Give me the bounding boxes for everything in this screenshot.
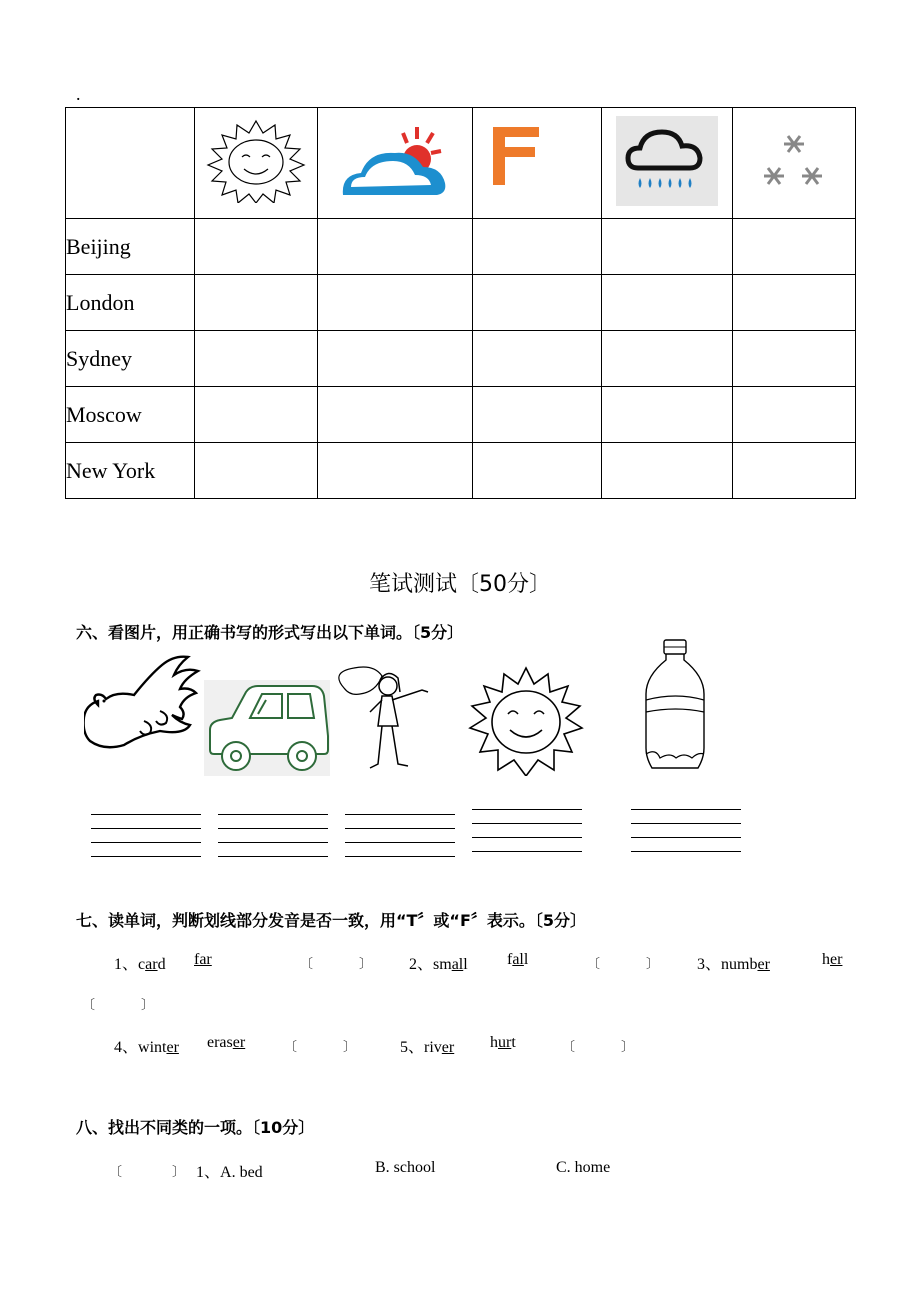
answer-cell[interactable]	[602, 443, 733, 499]
q8-item-1-option-b: B. school	[375, 1159, 436, 1176]
header-cell-snowy	[733, 108, 856, 219]
partly-sunny-icon	[337, 123, 453, 199]
answer-cell[interactable]	[473, 219, 602, 275]
q7-item-1: 1、card	[114, 956, 166, 973]
answer-cell[interactable]	[733, 219, 856, 275]
q7-item-1-word2: far	[194, 951, 212, 968]
q7-item-3-word2: her	[822, 951, 843, 968]
q8-item-1: 1、A. bed	[196, 1164, 263, 1181]
section-title: 笔试测试〔50分〕	[369, 572, 551, 597]
girl-icon	[332, 664, 436, 776]
answer-cell[interactable]	[602, 219, 733, 275]
answer-cell[interactable]	[195, 219, 318, 275]
q7-item-2-word2: fall	[507, 951, 529, 968]
answer-bracket-q8-1[interactable]: 〔 〕	[109, 1165, 186, 1180]
q7-item-3: 3、number	[697, 956, 770, 973]
city-label: Moscow	[66, 387, 195, 443]
answer-bracket-4[interactable]: 〔 〕	[284, 1040, 357, 1055]
answer-bracket-1[interactable]: 〔 〕	[300, 957, 373, 972]
header-cell-sunny	[195, 108, 318, 219]
car-icon	[204, 680, 330, 776]
answer-cell[interactable]	[602, 387, 733, 443]
answer-cell[interactable]	[733, 387, 856, 443]
snowflakes-icon	[758, 130, 830, 192]
answer-cell[interactable]	[318, 331, 473, 387]
answer-bracket-5[interactable]: 〔 〕	[562, 1040, 635, 1055]
answer-cell[interactable]	[318, 219, 473, 275]
q7-item-5-word2: hurt	[490, 1034, 516, 1051]
q8-title: 八、找出不同类的一项。〔10分〕	[76, 1118, 315, 1137]
q7-title: 七、读单词，判断划线部分发音是否一致，用“T〞或“F〞表示。〔5分〕	[76, 911, 587, 930]
stray-dot: .	[76, 84, 81, 104]
answer-cell[interactable]	[602, 331, 733, 387]
q7-item-4: 4、winter	[114, 1039, 179, 1056]
answer-cell[interactable]	[473, 387, 602, 443]
answer-cell[interactable]	[733, 443, 856, 499]
dove-icon	[84, 655, 206, 773]
q7-item-4-word2: eraser	[207, 1034, 246, 1051]
answer-cell[interactable]	[733, 331, 856, 387]
answer-cell[interactable]	[733, 275, 856, 331]
answer-cell[interactable]	[195, 331, 318, 387]
city-label: Beijing	[66, 219, 195, 275]
answer-cell[interactable]	[195, 387, 318, 443]
sun-icon	[200, 119, 312, 203]
q7-item-2: 2、small	[409, 956, 468, 973]
city-label: New York	[66, 443, 195, 499]
item-number: 1、	[114, 956, 139, 973]
rain-icon	[616, 116, 718, 206]
city-label: London	[66, 275, 195, 331]
header-cell-rainy	[602, 108, 733, 219]
answer-cell[interactable]	[602, 275, 733, 331]
corner-cell	[66, 108, 195, 219]
weather-table	[65, 107, 856, 499]
answer-cell[interactable]	[473, 275, 602, 331]
q7-item-5: 5、river	[400, 1039, 455, 1056]
answer-cell[interactable]	[318, 443, 473, 499]
answer-cell[interactable]	[318, 275, 473, 331]
letter-f-icon	[473, 113, 601, 213]
answer-cell[interactable]	[195, 443, 318, 499]
sun-drawing-icon	[468, 666, 584, 776]
answer-cell[interactable]	[473, 443, 602, 499]
q8-item-1-option-c: C. home	[556, 1159, 611, 1176]
answer-cell[interactable]	[195, 275, 318, 331]
answer-bracket-2[interactable]: 〔 〕	[587, 957, 660, 972]
header-cell-letter-f	[473, 108, 602, 219]
city-label: Sydney	[66, 331, 195, 387]
answer-bracket-3[interactable]: 〔 〕	[82, 998, 155, 1013]
q6-title: 六、看图片，用正确书写的形式写出以下单词。〔5分〕	[76, 623, 464, 642]
header-cell-partly-sunny	[318, 108, 473, 219]
answer-cell[interactable]	[318, 387, 473, 443]
answer-cell[interactable]	[473, 331, 602, 387]
bottle-icon	[640, 638, 710, 770]
